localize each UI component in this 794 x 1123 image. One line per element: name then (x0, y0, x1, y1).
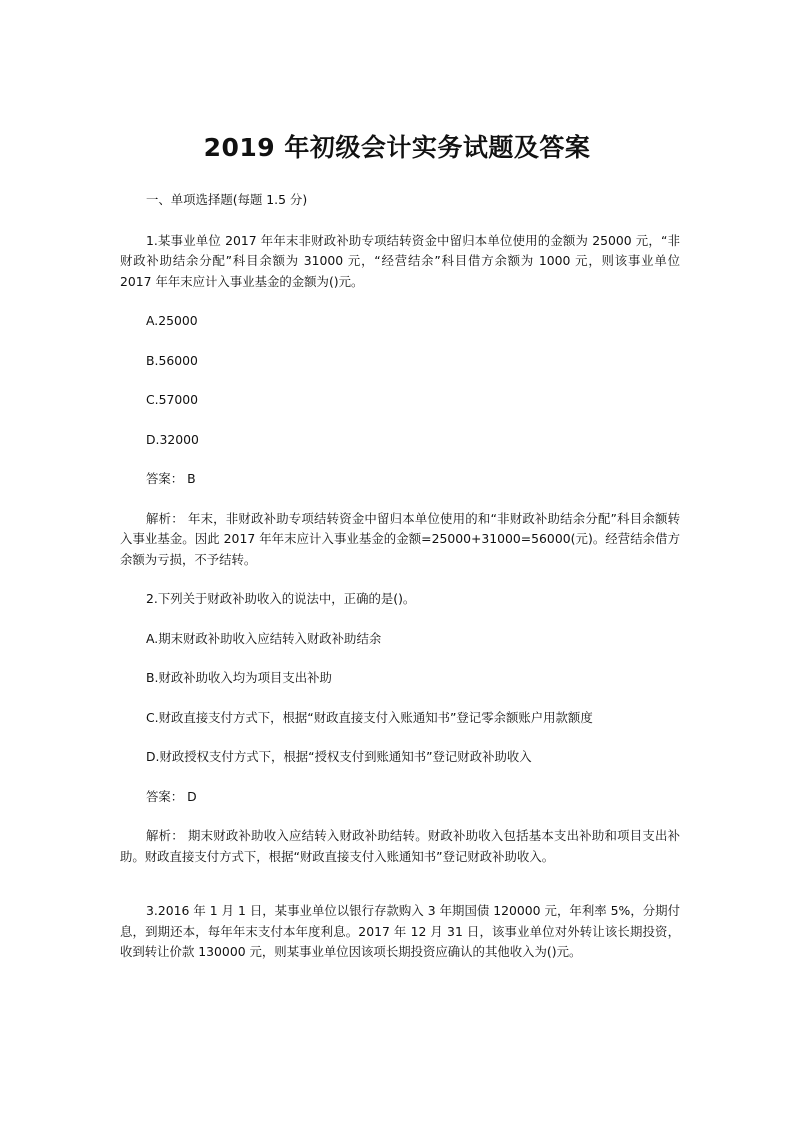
question-1-explanation: 解析： 年末，非财政补助专项结转资金中留归本单位使用的和“非财政补助结余分配”科目余额转入事业基金。因此 2017 年年末应计入事业基金的金额=25000+31000=56000(元)。经营结余借方余额为亏损，不予结转。 (120, 510, 680, 567)
document-title: 2019 年初级会计实务试题及答案 (203, 133, 591, 162)
question-2-option-d: D.财政授权支付方式下，根据“授权支付到账通知书”登记财政补助收入 (146, 749, 532, 764)
question-1-option-b: B.56000 (146, 352, 198, 368)
question-2-answer: 答案： D (146, 788, 197, 804)
question-2-option-b: B.财政补助收入均为项目支出补助 (146, 670, 332, 685)
document-body (120, 190, 680, 982)
question-2-option-c: C.财政直接支付方式下，根据“财政直接支付入账通知书”登记零余额账户用款额度 (146, 709, 593, 725)
question-2-explanation: 解析： 期末财政补助收入应结转入财政补助结转。财政补助收入包括基本支出补助和项目支出补助。财政直接支付方式下，根据“财政直接支付入账通知书”登记财政补助收入。 (120, 828, 680, 864)
question-1-option-a: A.25000 (146, 313, 198, 328)
question-1-option-c: C.57000 (146, 392, 199, 407)
question-3-stem: 3.2016 年 1 月 1 日，某事业单位以银行存款购入 3 年期国债 120000 元，年利率 5%，分期付息，到期还本，每年年末支付本年度利息。2017 年 12 月 31 日，该事业单位对外转让该长期投资，收到转让价款 130000 元，则某事业单位因该项长期投资应确认的其他收入为()元。 (120, 903, 680, 959)
question-1-option-d: D.32000 (146, 431, 199, 447)
question-1-stem: 1.某事业单位 2017 年年末非财政补助专项结转资金中留归本单位使用的金额为 25000 元，“非财政补助结余分配”科目余额为 31000 元，“经营结余”科目借方余额为 1000 元，则该事业单位 2017 年年末应计入事业基金的金额为()元。 (120, 232, 680, 289)
question-2-option-a: A.期末财政补助收入应结转入财政补助结余 (146, 630, 382, 646)
question-2-stem: 2.下列关于财政补助收入的说法中，正确的是()。 (146, 591, 416, 606)
question-1-answer: 答案： B (146, 471, 196, 486)
section-heading: 一、单项选择题(每题 1.5 分) (146, 192, 308, 207)
